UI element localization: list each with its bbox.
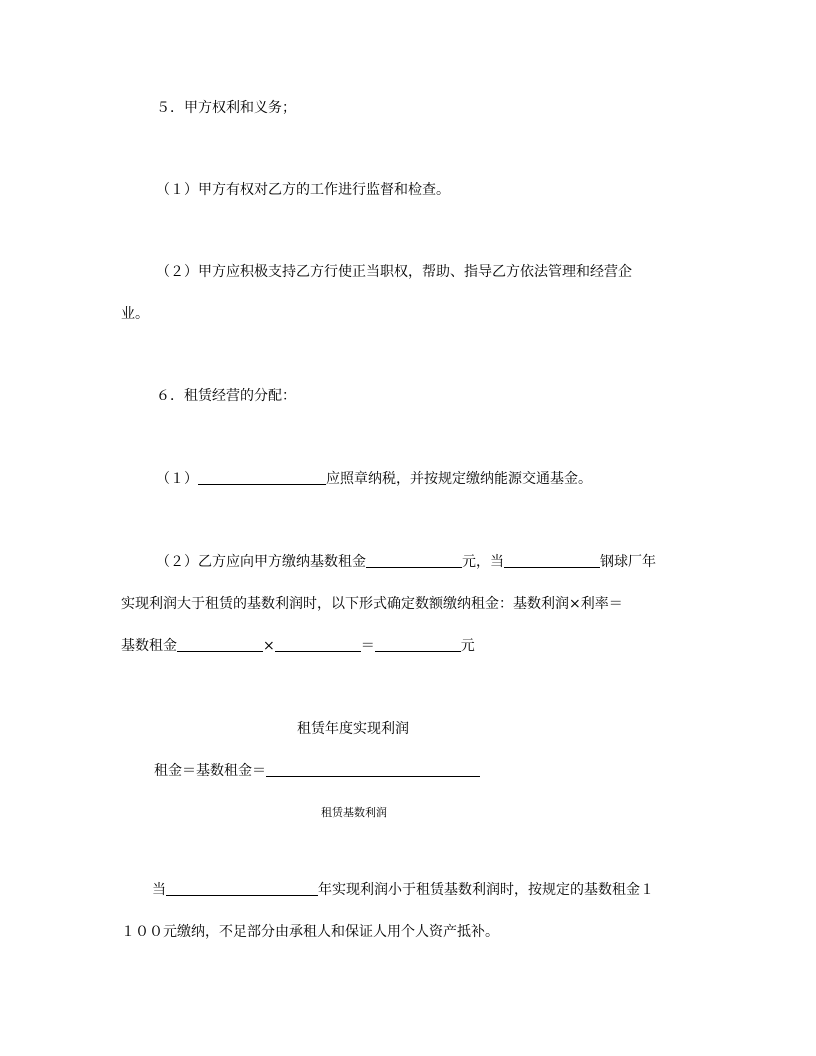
final-clause-text: 年实现利润小于租赁基数利润时，按规定的基数租金１	[318, 882, 654, 898]
item5-clause-2-line1: （２）甲方应积极支持乙方行使正当职权，帮助、指导乙方依法管理和经营企	[156, 264, 632, 280]
formula-numerator: 租赁年度实现利润	[297, 721, 409, 737]
times-sign: ×	[263, 638, 275, 654]
item6-clause-2-prefix: （２）乙方应向甲方缴纳基数租金	[156, 554, 366, 570]
year-blank	[504, 553, 600, 568]
item5-heading: ５．甲方权利和义务；	[156, 100, 296, 116]
item6-clause-2-line1	[156, 552, 656, 572]
formula-line	[154, 761, 480, 781]
item6-clause-2-line2: 实现利润大于租赁的基数利润时，以下形式确定数额缴纳租金：基数利润×利率＝	[121, 596, 623, 612]
item6-clause-2-mid: 元，当	[462, 554, 504, 570]
base-rent-label: 基数租金	[121, 638, 177, 654]
base-rent-blank	[366, 553, 462, 568]
result-blank	[375, 637, 461, 652]
item6-heading: ６．租赁经营的分配：	[156, 388, 296, 404]
item5-clause-2-line2: 业。	[121, 306, 149, 322]
final-clause-line2: １００元缴纳，不足部分由承租人和保证人用个人资产抵补。	[121, 924, 499, 940]
item5-clause-1: （１）甲方有权对乙方的工作进行监督和检查。	[156, 182, 450, 198]
item6-clause-1-prefix: （１）	[156, 471, 198, 487]
item6-clause-1-text: 应照章纳税，并按规定缴纳能源交通基金。	[326, 471, 592, 487]
item6-clause-1	[156, 469, 592, 489]
formula-fraction-bar	[266, 762, 480, 777]
taxpayer-blank	[198, 470, 326, 485]
formula-lhs: 租金＝基数租金＝	[154, 763, 266, 779]
equals-sign: ＝	[360, 638, 375, 654]
final-year-blank	[166, 881, 318, 896]
final-clause-prefix: 当	[152, 882, 166, 898]
item6-clause-2-line3	[121, 636, 475, 656]
final-clause-line1	[152, 880, 654, 900]
yuan-unit: 元	[460, 638, 475, 654]
item6-clause-2-end: 钢球厂年	[600, 554, 656, 570]
formula-denominator: 租赁基数利润	[321, 806, 387, 819]
base-profit-blank	[177, 637, 263, 652]
rate-blank	[275, 637, 361, 652]
